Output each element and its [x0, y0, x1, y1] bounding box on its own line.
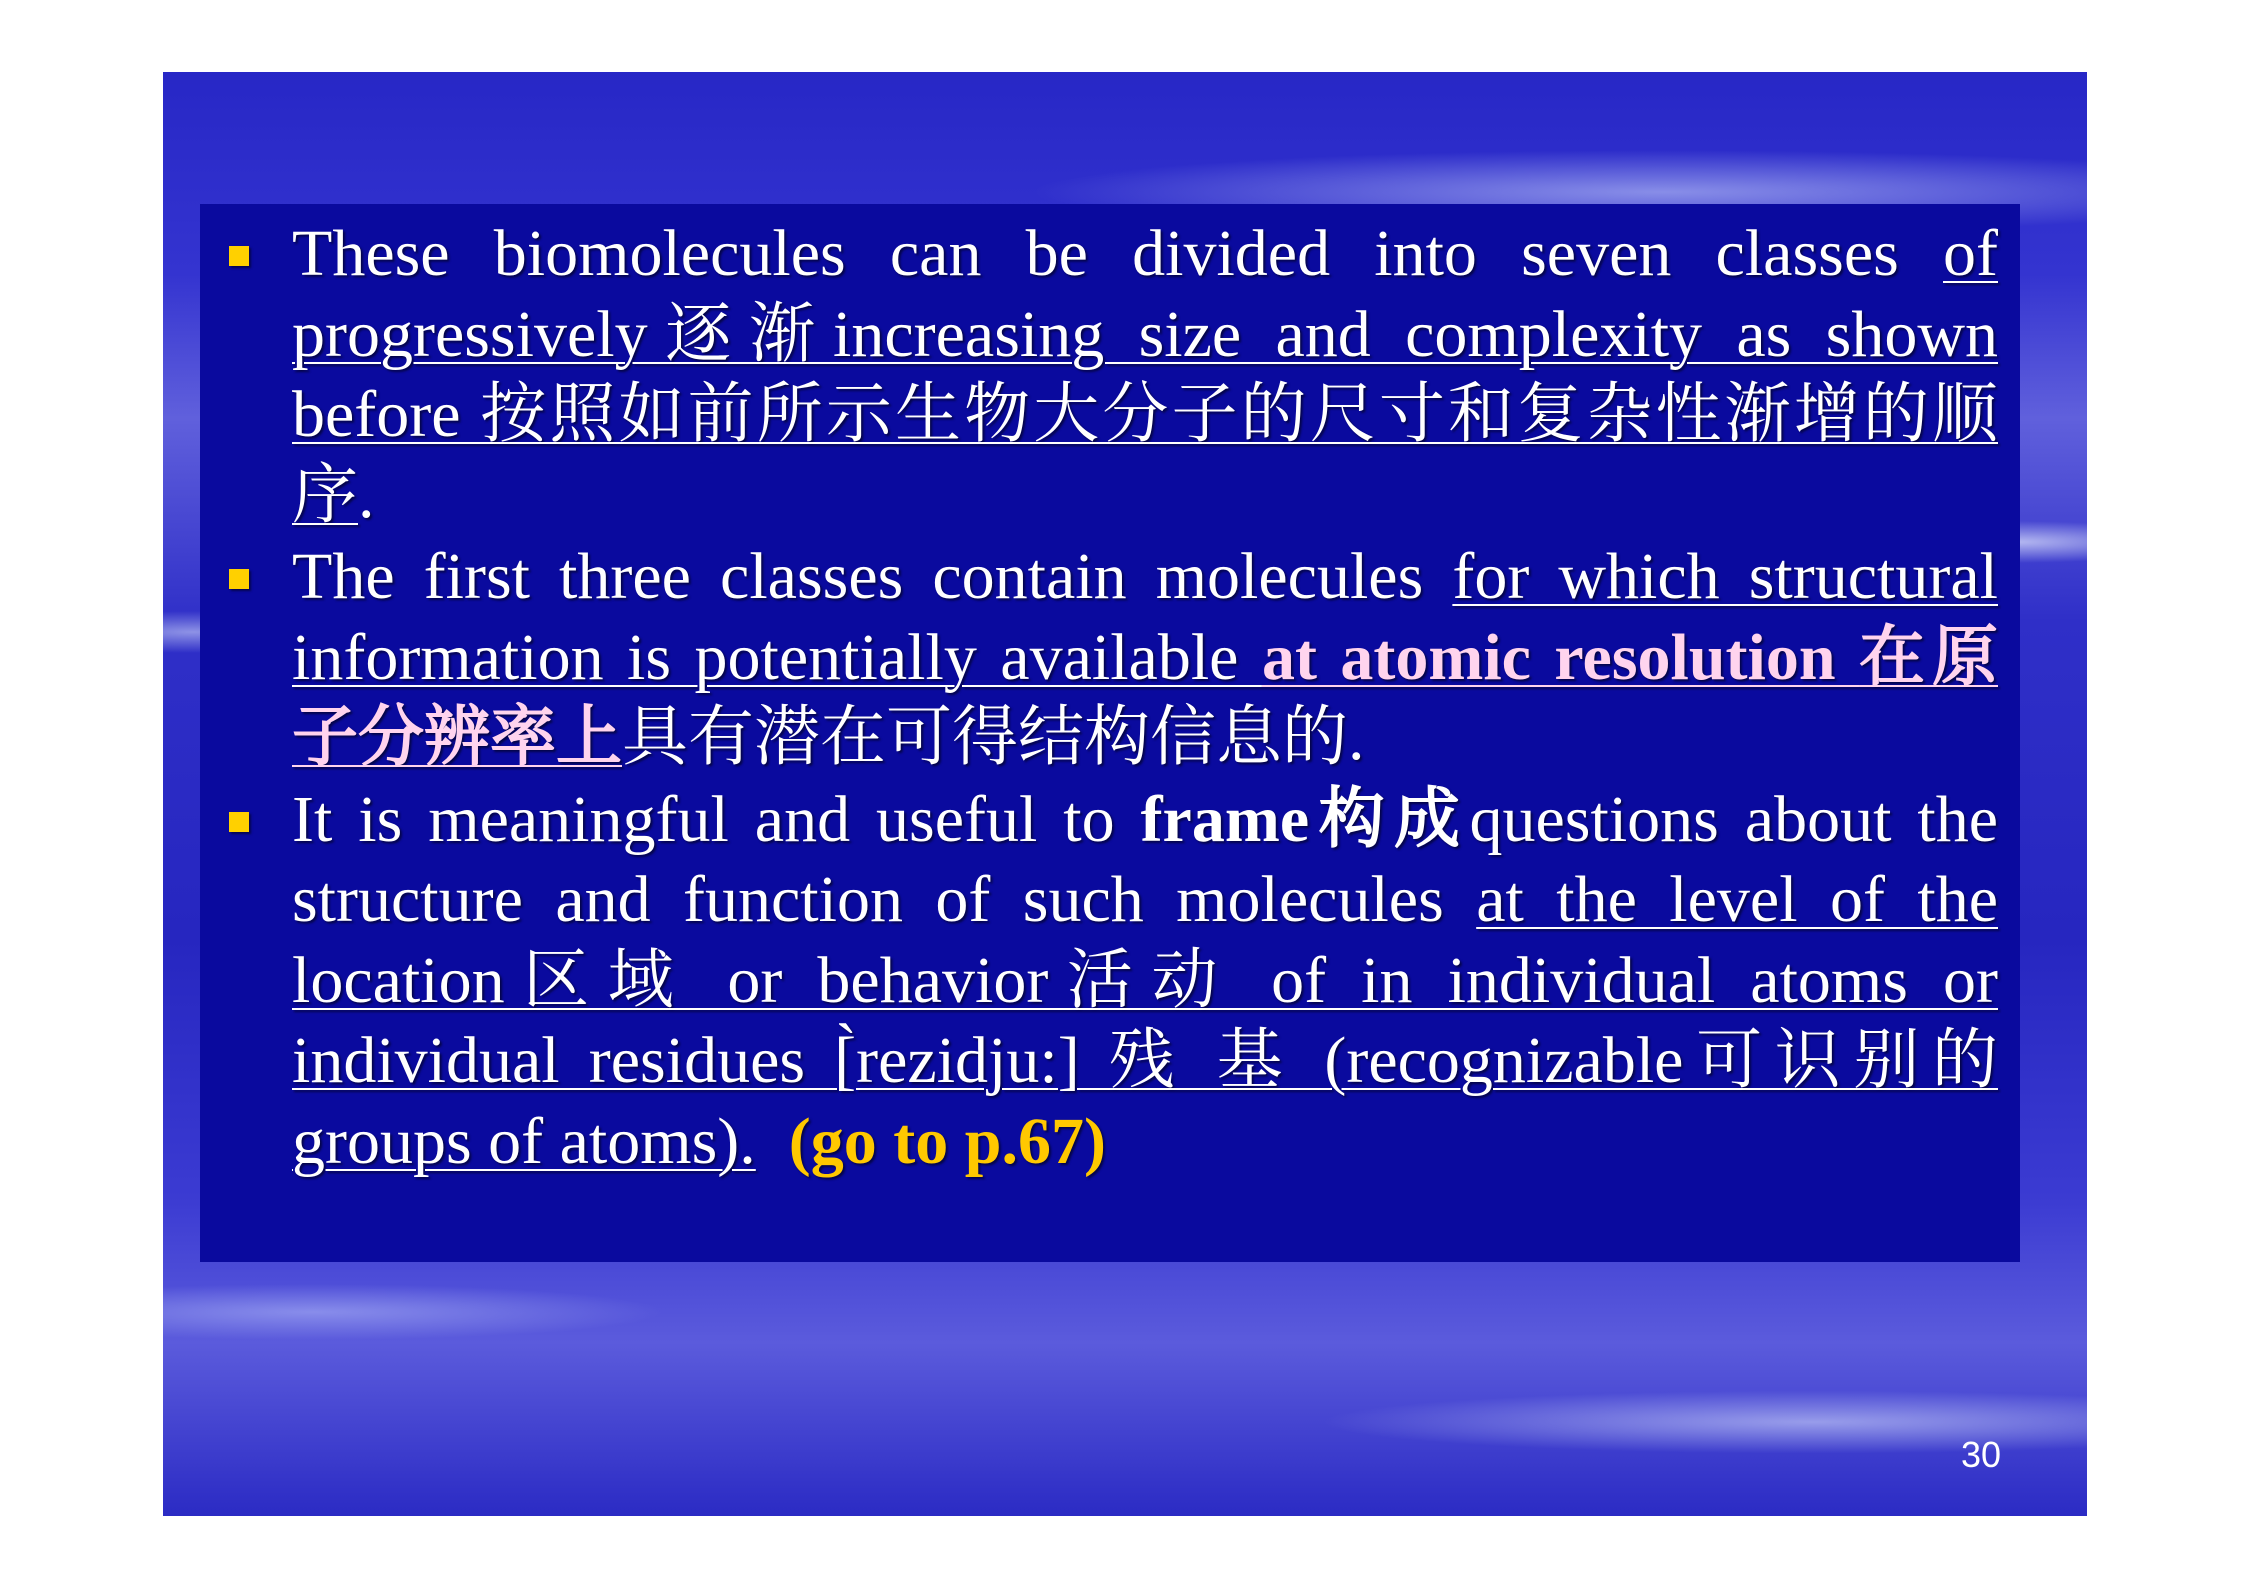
- square-bullet-icon: [229, 812, 249, 832]
- bullet-3-spacer: [756, 1105, 789, 1178]
- bullet-item-2: [200, 537, 2020, 779]
- bullet-3-underlined-text: at the level of the location区域 or behavior活动 of in individual atoms or individual residues [̀rezidju:] 残 基 (recognizable可识别的 groups of atoms).: [292, 863, 1998, 1178]
- bullet-item-1: [200, 214, 2020, 536]
- square-bullet-icon: [229, 246, 249, 266]
- page-number: 30: [1960, 1434, 2001, 1475]
- square-bullet-icon: [229, 569, 249, 589]
- slide: [163, 72, 2087, 1516]
- bullet-3-bold-term: frame构成: [1140, 782, 1470, 856]
- goto-page-link[interactable]: (go to p.67): [788, 1104, 1106, 1178]
- content-box: [200, 204, 2020, 1262]
- bullet-2-highlight-term: at atomic resolution: [1261, 620, 1860, 694]
- bullet-3-continued-text: questions about the structure and function of such molecules: [292, 782, 1999, 936]
- bullet-2-underlined-text: for which structural information is potentially available: [292, 540, 1998, 694]
- bullet-list: [200, 214, 2020, 1183]
- bullet-2-highlight-chinese: 在原子分辨率上: [292, 620, 1998, 774]
- bullet-1-text: These biomolecules can be divided into seven classes: [292, 217, 1944, 290]
- bullet-1-period: .: [358, 458, 375, 532]
- bullet-3-text: It is meaningful and useful to: [292, 782, 1141, 856]
- bullet-2-text: The first three classes contain molecules: [292, 540, 1453, 613]
- bullet-item-3: [200, 780, 2020, 1183]
- bullet-1-underlined-text: of progressively逐渐increasing size and complexity as shown before 按照如前所示生物大分子的尺寸和复杂性渐增的顺序: [292, 217, 1998, 532]
- bullet-2-chinese-text: 具有潜在可得结构信息的.: [622, 701, 1365, 774]
